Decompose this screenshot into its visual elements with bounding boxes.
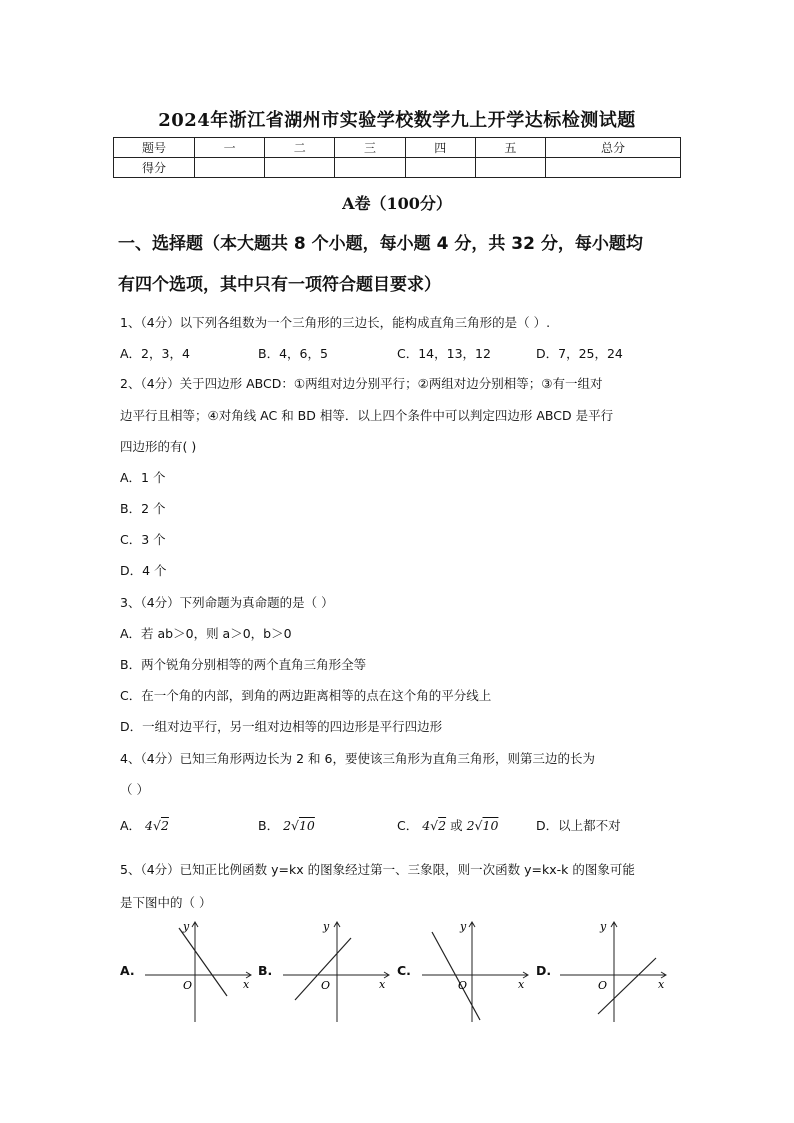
q3-option-d: D．一组对边平行，另一组对边相等的四边形是平行四边形	[120, 719, 443, 734]
score-header-cell: 二	[265, 138, 335, 158]
score-header-cell: 五	[475, 138, 545, 158]
q3-option-b: B．两个锐角分别相等的两个直角三角形全等	[120, 657, 367, 672]
score-header-cell: 四	[405, 138, 475, 158]
q4-option-b-label: B．	[258, 818, 280, 833]
q4-option-c-coef1: 4	[422, 818, 431, 833]
q5-graph-b	[281, 918, 393, 1026]
q5-stem-line1: 5、（4分）已知正比例函数 y=kx 的图象经过第一、三象限，则一次函数 y=kx-k 的图象可能	[120, 862, 635, 877]
section1-heading-line2: 有四个选项，其中只有一项符合题目要求）	[118, 275, 441, 295]
score-cell[interactable]	[265, 158, 335, 178]
q4-option-d-text: 以上都不对	[558, 818, 621, 833]
x-axis-label: x	[518, 978, 525, 991]
q2-stem-line3: 四边形的有( )	[120, 439, 197, 454]
q4-option-a	[120, 818, 169, 834]
sqrt-icon: √	[430, 818, 439, 833]
y-axis-label: y	[460, 920, 467, 933]
score-cell[interactable]	[475, 158, 545, 178]
q4-stem-line1: 4、（4分）已知三角形两边长为 2 和 6，要使该三角形为直角三角形，则第三边的长为	[120, 751, 595, 766]
q5-graph-a	[143, 918, 255, 1026]
origin-label: O	[598, 979, 608, 992]
score-header-cell: 题号	[114, 138, 195, 158]
q5-graph-c-label: C.	[397, 963, 411, 978]
q4-option-b	[258, 818, 315, 834]
q4-option-a-coef: 4	[145, 818, 153, 833]
page-title: 2024年浙江省湖州市实验学校数学九上开学达标检测试题	[158, 110, 636, 131]
q3-option-a: A．若 ab＞0，则 a＞0，b＞0	[120, 626, 292, 641]
function-line-icon	[432, 932, 480, 1020]
q2-option-d: D．4 个	[120, 563, 167, 578]
q5-graph-d	[558, 918, 670, 1026]
q5-graph-c	[420, 918, 532, 1026]
q2-option-a: A．1 个	[120, 470, 166, 485]
q2-stem-line1: 2、（4分）关于四边形 ABCD：①两组对边分别平行；②两组对边分别相等；③有一组对	[120, 376, 603, 391]
sqrt-icon: √	[291, 818, 299, 833]
score-header-cell: 总分	[546, 138, 681, 158]
q2-option-b: B．2 个	[120, 501, 166, 516]
q5-graph-a-label: A.	[120, 963, 135, 978]
sqrt-icon: √	[153, 818, 161, 833]
q4-option-c	[397, 818, 498, 834]
origin-label: O	[458, 979, 468, 992]
q4-option-a-label: A．	[120, 818, 142, 833]
score-row-label: 得分	[114, 158, 195, 178]
q2-stem-line2: 边平行且相等；④对角线 AC 和 BD 相等．以上四个条件中可以判定四边形 ABCD 是平行	[120, 408, 614, 423]
origin-label: O	[321, 979, 331, 992]
q4-option-b-radicand: 10	[298, 818, 315, 833]
score-table-score-row	[114, 158, 681, 178]
q4-option-c-radicand1: 2	[438, 818, 447, 833]
q4-option-d	[536, 818, 621, 834]
score-table-header-row	[114, 138, 681, 158]
q5-graph-b-label: B.	[258, 963, 273, 978]
q1-option-b: B．4，6，5	[258, 346, 328, 361]
y-axis-label: y	[600, 920, 607, 933]
q4-option-c-label: C．	[397, 818, 419, 833]
section-a-heading: A卷（100分）	[342, 194, 452, 213]
q3-stem: 3、（4分）下列命题为真命题的是（ ）	[120, 595, 334, 610]
q1-stem: 1、（4分）以下列各组数为一个三角形的三边长，能构成直角三角形的是（ ）.	[120, 315, 551, 330]
q2-option-c: C．3 个	[120, 532, 166, 547]
q1-option-a: A．2，3，4	[120, 346, 190, 361]
x-axis-label: x	[379, 978, 386, 991]
sqrt-icon: √	[474, 818, 483, 833]
x-axis-label: x	[658, 978, 665, 991]
q4-option-b-coef: 2	[283, 818, 292, 833]
y-axis-label: y	[183, 920, 190, 933]
q1-option-d: D．7，25，24	[536, 346, 623, 361]
q4-option-d-label: D．	[536, 818, 559, 833]
q4-option-c-or: 或	[450, 818, 463, 833]
q1-option-c: C．14，13，12	[397, 346, 491, 361]
q5-graph-d-label: D.	[536, 963, 552, 978]
x-axis-label: x	[243, 978, 250, 991]
q3-option-c: C．在一个角的内部，到角的两边距离相等的点在这个角的平分线上	[120, 688, 492, 703]
q4-option-c-coef2: 2	[466, 818, 475, 833]
score-table	[113, 137, 681, 178]
origin-label: O	[183, 979, 193, 992]
score-cell[interactable]	[195, 158, 265, 178]
score-header-cell: 一	[195, 138, 265, 158]
q4-stem-line2: （ ）	[120, 782, 149, 797]
section1-heading-line1: 一、选择题（本大题共 8 个小题，每小题 4 分，共 32 分，每小题均	[118, 234, 643, 254]
score-cell[interactable]	[405, 158, 475, 178]
y-axis-label: y	[323, 920, 330, 933]
q4-option-c-radicand2: 10	[482, 818, 499, 833]
score-cell[interactable]	[335, 158, 405, 178]
q4-option-a-radicand: 2	[160, 818, 169, 833]
q5-stem-line2: 是下图中的（ ）	[120, 895, 212, 910]
score-cell[interactable]	[546, 158, 681, 178]
score-header-cell: 三	[335, 138, 405, 158]
